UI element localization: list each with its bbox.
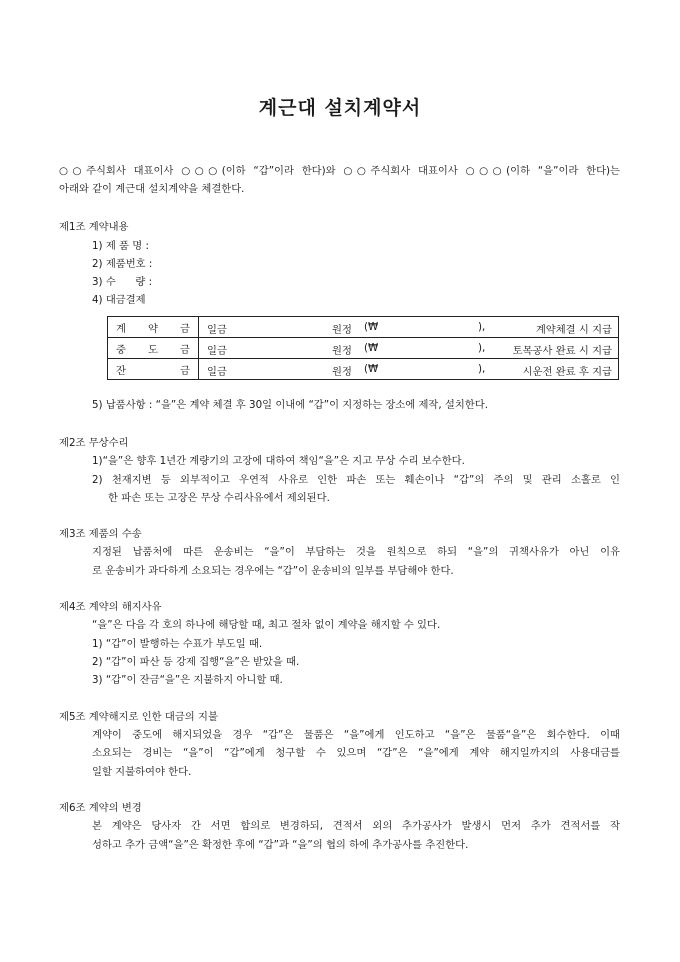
article-1-item-5: 5) 납품사항 : “을”은 계약 체결 후 30일 이내에 “갑”이 지정하는 장소에 제작, 설치한다. xyxy=(92,399,488,411)
payment-amount-cell xyxy=(199,359,619,380)
won-symbol: (₩ xyxy=(364,321,379,333)
article-4-line-1: “을”은 다음 각 호의 하나에 해당할 때, 최고 절차 없이 계약을 해지할 수 있다. xyxy=(92,619,441,631)
article-3-line-2: 로 운송비가 과다하게 소요되는 경우에는 “갑”이 운송비의 일부를 부담해야 한다. xyxy=(92,565,454,577)
payment-type-label: 잔 금 xyxy=(116,364,190,377)
article-1-item-4: 4) 대금결제 xyxy=(92,294,146,306)
article-2-heading: 제2조 무상수리 xyxy=(59,437,129,449)
payment-condition: 토목공사 완료 시 지급 xyxy=(512,345,612,357)
article-4-line-3: 2) “갑”이 파산 등 강제 집행“을”은 받았을 때. xyxy=(92,656,300,668)
article-1-item-1: 1) 제 품 명 : xyxy=(92,240,149,252)
close-paren: ), xyxy=(478,321,486,333)
article-1-heading: 제1조 계약내용 xyxy=(59,221,129,233)
ilgeum-label: 일금 xyxy=(207,345,227,357)
table-row xyxy=(108,338,619,359)
wonjeong-label: 원정 xyxy=(332,345,352,357)
article-5-line-2: 소요되는 경비는 “을”이 “갑”에게 청구할 수 있으며 “갑”은 “을”에게 계약 해지일까지의 사용대금를 xyxy=(92,747,620,759)
intro-line-2: 아래와 같이 계근대 설치계약을 체결한다. xyxy=(59,183,245,195)
article-6-line-2: 성하고 추가 금액“을”은 확정한 후에 “갑”과 “을”의 협의 하에 추가공사를 추진한다. xyxy=(92,839,469,851)
payment-table xyxy=(107,316,619,380)
article-5-line-1: 계약이 중도에 해지되었을 경우 “갑”은 물품은 “을”에게 인도하고 “을”은 물품“을”은 회수한다. 이때 xyxy=(92,729,620,741)
article-2-line-1: 1)“을”은 향후 1년간 계량기의 고장에 대하여 책임“을”은 지고 무상 수리 보수한다. xyxy=(92,455,465,467)
payment-type-cell xyxy=(108,359,199,380)
document-title: 계근대 설치계약서 xyxy=(258,97,422,119)
payment-type-label: 계 약 금 xyxy=(116,322,190,335)
ilgeum-label: 일금 xyxy=(207,366,227,378)
article-3-line-1: 지정된 납품처에 따른 운송비는 “을”이 부담하는 것을 원칙으로 하되 “을”의 귀책사유가 아닌 이유 xyxy=(92,546,620,558)
payment-condition: 시운전 완료 후 지급 xyxy=(522,366,612,378)
close-paren: ), xyxy=(478,342,486,354)
payment-condition: 계약체결 시 지급 xyxy=(535,324,612,336)
payment-amount-cell xyxy=(199,338,619,359)
table-row xyxy=(108,359,619,380)
article-1-item-2: 2) 제품번호 : xyxy=(92,258,153,270)
payment-amount-cell xyxy=(199,317,619,338)
won-symbol: (₩ xyxy=(364,363,379,375)
article-6-line-1: 본 계약은 당사자 간 서면 합의로 변경하되, 견적서 외의 추가공사가 발생시 먼저 추가 견적서를 작 xyxy=(92,820,620,832)
payment-type-cell xyxy=(108,338,199,359)
article-2-line-2: 2) 천재지변 등 외부적이고 우연적 사유로 인한 파손 또는 훼손이나 “갑”의 주의 및 관리 소홀로 인 xyxy=(92,474,620,486)
article-4-line-2: 1) “갑”이 발행하는 수표가 부도일 때. xyxy=(92,638,263,650)
article-1-item-3: 3) 수 량 : xyxy=(92,276,153,288)
wonjeong-label: 원정 xyxy=(332,366,352,378)
intro-line-1: ○○주식회사 대표이사 ○○○(이하 “갑”이라 한다)와 ○○주식회사 대표이사 ○○○(이하 “을”이라 한다)는 xyxy=(59,165,620,177)
close-paren: ), xyxy=(478,363,486,375)
article-5-line-3: 일할 지불하여야 한다. xyxy=(92,766,192,778)
article-2-line-3: 한 파손 또는 고장은 무상 수리사유에서 제외된다. xyxy=(108,492,330,504)
article-3-heading: 제3조 제품의 수송 xyxy=(59,528,142,540)
article-5-heading: 제5조 계약해지로 인한 대금의 지불 xyxy=(59,711,218,723)
wonjeong-label: 원정 xyxy=(332,324,352,336)
article-4-heading: 제4조 계약의 해지사유 xyxy=(59,601,162,613)
table-row xyxy=(108,317,619,338)
payment-type-label: 중 도 금 xyxy=(116,343,190,356)
won-symbol: (₩ xyxy=(364,342,379,354)
article-4-line-4: 3) “갑”이 잔금“을”은 지불하지 아니할 때. xyxy=(92,674,283,686)
payment-type-cell xyxy=(108,317,199,338)
article-6-heading: 제6조 계약의 변경 xyxy=(59,802,142,814)
ilgeum-label: 일금 xyxy=(207,324,227,336)
